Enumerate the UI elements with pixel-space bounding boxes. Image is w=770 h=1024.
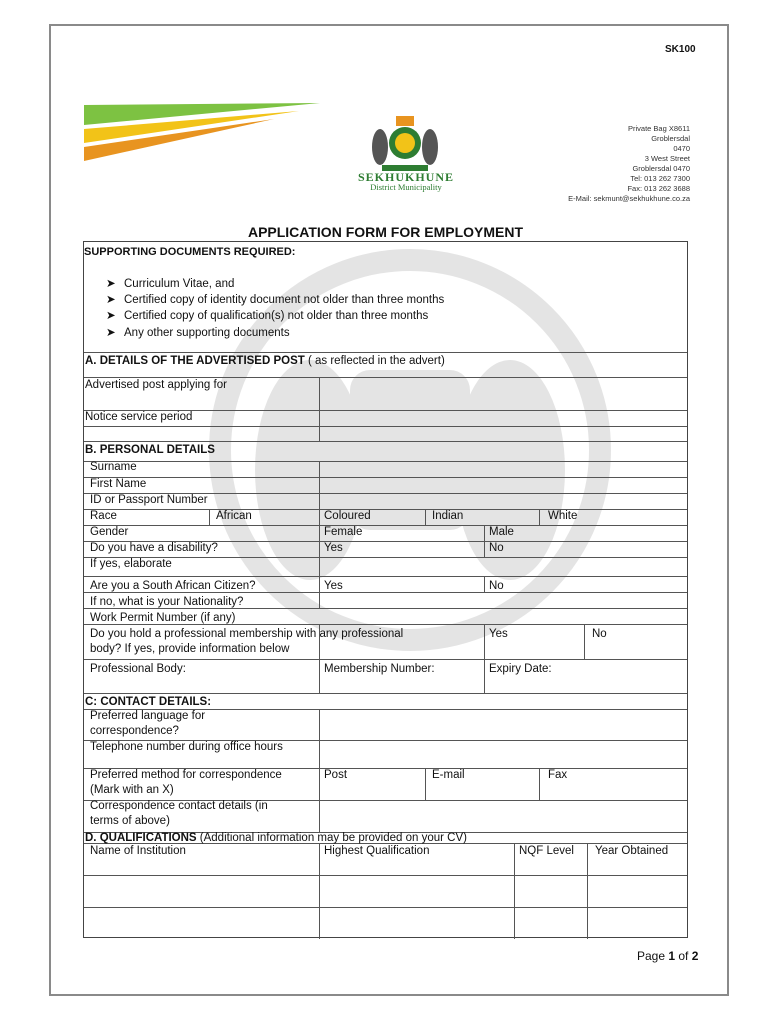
col-nqf-level: NQF Level [519,845,574,857]
gender-label: Gender [90,526,129,538]
phone-label: Telephone number during office hours [90,741,283,753]
advertised-post-label: Advertised post applying for [85,379,227,391]
gender-option-male[interactable]: Male [489,526,514,538]
brand-swoosh-icon [84,103,324,163]
address-line: Private Bag X8611 [628,124,690,133]
race-label: Race [90,510,117,522]
citizen-label: Are you a South African Citizen? [90,580,256,592]
org-subtitle: District Municipality [370,182,442,192]
arrow-bullet-icon: ➤ [106,327,116,339]
contact-details-label: Correspondence contact details (in terms of above) [90,800,268,827]
page-number: Page 1 of 2 [637,949,699,963]
method-option-fax[interactable]: Fax [548,769,568,781]
section-b-heading: B. PERSONAL DETAILS [85,444,215,456]
col-qualification: Highest Qualification [324,845,430,857]
page-title: APPLICATION FORM FOR EMPLOYMENT [247,224,524,240]
first-name-label: First Name [90,478,147,490]
arrow-bullet-icon: ➤ [106,294,116,306]
section-c-heading: C: CONTACT DETAILS: [85,696,212,708]
disability-no[interactable]: No [489,542,504,554]
race-option-african[interactable]: African [216,510,252,522]
membership-question: Do you hold a professional membership with any professional body? If yes, provide information below [90,628,404,655]
col-year: Year Obtained [595,845,669,857]
nationality-label: If no, what is your Nationality? [90,596,244,608]
method-option-email[interactable]: E-mail [432,769,465,781]
supporting-item: ➤ Any other supporting documents [106,327,290,339]
notice-period-label: Notice service period [85,411,193,423]
expiry-date-label: Expiry Date: [489,663,552,675]
supporting-item: ➤ Certified copy of identity document not older than three months [106,294,445,306]
id-label: ID or Passport Number [90,494,208,506]
method-label: Preferred method for correspondence (Mark with an X) [90,769,282,796]
address-line: Fax: 013 262 3688 [627,184,690,193]
address-line: Tel: 013 262 7300 [630,174,690,183]
org-name: SEKHUKHUNE [357,170,454,184]
membership-number-label: Membership Number: [324,663,435,675]
address-line: E-Mail: sekmunt@sekhukhune.co.za [568,194,690,203]
citizen-no[interactable]: No [489,580,504,592]
address-block [560,124,690,204]
address-line: 3 West Street [644,154,690,163]
method-option-post[interactable]: Post [324,769,348,781]
section-a-heading: A. DETAILS OF THE ADVERTISED POST ( as reflected in the advert) [85,355,445,367]
race-option-indian[interactable]: Indian [432,510,464,522]
supporting-item: ➤ Curriculum Vitae, and [106,278,235,290]
surname-label: Surname [90,461,137,473]
section-d-heading: D. QUALIFICATIONS (Additional information may be provided on your CV) [85,832,467,844]
language-label: Preferred language for correspondence? [90,710,206,737]
disability-label: Do you have a disability? [90,542,218,554]
col-institution: Name of Institution [90,845,186,857]
elaborate-label: If yes, elaborate [90,558,172,570]
address-line: Groblersdal 0470 [632,164,690,173]
race-option-coloured[interactable]: Coloured [324,510,371,522]
professional-body-label: Professional Body: [90,663,186,675]
supporting-heading: SUPPORTING DOCUMENTS REQUIRED: [84,246,296,258]
address-line: 0470 [673,144,690,153]
address-line: Groblersdal [651,134,690,143]
disability-yes[interactable]: Yes [324,542,343,554]
gender-option-female[interactable]: Female [324,526,363,538]
municipal-crest-icon [368,113,442,173]
membership-yes[interactable]: Yes [489,628,508,640]
supporting-item: ➤ Certified copy of qualification(s) not older than three months [106,310,429,322]
citizen-yes[interactable]: Yes [324,580,343,592]
work-permit-label: Work Permit Number (if any) [90,612,236,624]
membership-no[interactable]: No [592,628,607,640]
race-option-white[interactable]: White [548,510,578,522]
form-code: SK100 [665,44,696,55]
arrow-bullet-icon: ➤ [106,278,116,290]
arrow-bullet-icon: ➤ [106,310,116,322]
